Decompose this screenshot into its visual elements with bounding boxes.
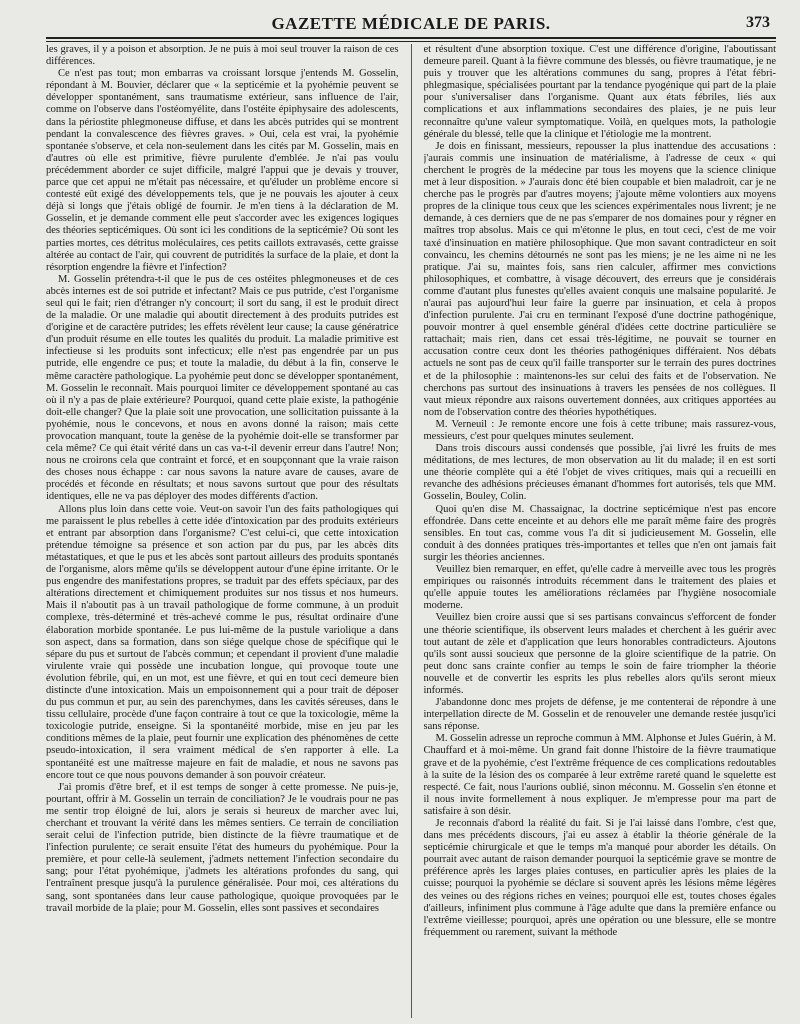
- page-header: [46, 0, 776, 34]
- right-column: [424, 44, 777, 1018]
- paragraph: Veuillez bien croire aussi que si ses partisans convaincus s'efforcent de fonder une théorie scientifique, ils observent leurs malades et cherchent à les guérir avec tout autant de zèle et d'application que leurs honorables contradicteurs. Ajoutons qu'ils sont aussi soucieux que personne de la gloire scientifique de la patrie. On peut donc sans crainte confier au temps le soin de faire triompher la théorie nouvelle et de convertir les esprits les plus rebelles alors qu'ils seront mieux informés.: [423, 612, 776, 696]
- text-columns: [46, 44, 776, 1018]
- journal-title: GAZETTE MÉDICALE DE PARIS.: [271, 14, 551, 33]
- paragraph: Je reconnais d'abord la réalité du fait. Si je l'ai laissé dans l'ombre, c'est que, dans mes précédents discours, j'ai eu assez à établir la théorie générale de la septicémie chirurgicale et que le temps m'a manqué pour aborder les détails. On pourrait avec autant de raison demander pourquoi la septicémie grave se montre de préférence après les larges plaies contuses, en particulier après les plaies de la cuisse; pourquoi la pyohémie se déclare si souvent après les lésions même légères des veines ou des régions riches en veines; pourquoi elle est, toutes choses égales d'ailleurs, infiniment plus commune à l'âge adulte que dans la première enfance ou l'extrême vieillesse; pourquoi, après une opération ou une blessure, elle se montre fréquemment ou rarement, suivant la méthode: [423, 818, 776, 938]
- paragraph: Dans trois discours aussi condensés que possible, j'ai livré les fruits de mes méditations, de mes lectures, de mon observation au lit du malade; il en est sorti une théorie complète qui a été l'objet de vives critiques, mais qui a recueilli en revanche des adhésions précieuses émanant d'hommes fort autorisés, tels que MM. Gosselin, Bouley, Colin.: [423, 443, 776, 503]
- column-divider: [411, 44, 412, 1018]
- header-rule: [46, 37, 776, 42]
- paragraph: M. Verneuil : Je remonte encore une fois à cette tribune; mais rassurez-vous, messieurs, c'est pour quelques minutes seulement.: [423, 418, 776, 442]
- paragraph: J'ai promis d'être bref, et il est temps de songer à cette promesse. Ne puis-je, pourtant, offrir à M. Gosselin un terrain de conciliation? Je le voudrais pour ne pas me sentir trop éloigné de lui, alors je serais si heureux de marcher avec lui, cherchant et trouvant la vérité dans les mêmes sentiers. Ce terrain de conciliation serait celui de l'infection putride, bien distincte de la fièvre traumatique et de l'infection purulente; ce serait ensuite l'état des humeurs du pyohémique. Pour la première, et pour celle-là seulement, j'admets nettement l'infection secondaire du sang; pour l'état pyohémique, j'admets les altérations profondes du sang, qui l'entraînent presque jusqu'à la purulence généralisée. Pour moi, ces altérations du sang, sont spontanées dans leur cause pathologique, quoique provoquées par le travail morbide de la plaie; pour M. Gosselin, elles sont passives et secondaires: [46, 781, 399, 914]
- paragraph: M. Gosselin adresse un reproche commun à MM. Alphonse et Jules Guérin, à M. Chauffard et à moi-même. Un grand fait donne l'histoire de la fièvre traumatique grave et de la pyohémie, c'est l'extrême fréquence de ces complications redoutables à la suite de la lésion des os comparée à leur extrême rareté quand le squelette est respecté. Ce fait, nous l'aurions oublié, sinon méconnu. M. Gosselin s'en étonne et il nous invite formellement à nous expliquer. Je m'empresse pour ma part de satisfaire à son désir.: [423, 733, 776, 817]
- paragraph: les graves, il y a poison et absorption. Je ne puis à moi seul trouver la raison de ces différences.: [46, 44, 399, 68]
- paragraph: Ce n'est pas tout; mon embarras va croissant lorsque j'entends M. Gosselin, répondant à M. Bouvier, déclarer que « la septicémie et la pyohémie peuvent se développer spontanément, sans traumatisme extérieur, sans influence de l'air, comme on l'observe dans l'ostéomyélite, dans l'ostéite épiphysaire des adolescents, dans la périostite phlegmoneuse diffuse, et dans les abcès putrides qui se montrent pendant la convalescence des fièvres graves. » Oui, cela est vrai, la pyohémie spontanée s'observe, et cela non-seulement dans les cités par M. Gosselin, mais en d'autres où elle est primitive, fièvre purulente d'emblée. Je n'ai pas voulu précédemment aborder ce sujet difficile, malgré l'appui que je devais y trouver, parce que cet appui ne m'était pas nécessaire, et qu'éluder un problème encore si contesté eût exigé des développements tels, que je ne pouvais les ajouter à ceux déjà si longs que j'étais obligé de fournir. Je m'en tiens à la déclaration de M. Gosselin, et je demande comment elle peut s'accorder avec les exigences logiques des théories septicémiques. Où sont ici les conditions de la septicémie? Où sont les parties mortes, ces détritus moléculaires, ces petits caillots extravasés, cette graisse altérée au contact de l'air, qui couvrent de putridités la surface de la plaie, et dont la résorption engendre la fièvre et l'infection?: [46, 68, 399, 273]
- paragraph: Quoi qu'en dise M. Chassaignac, la doctrine septicémique n'est pas encore effondrée. Dans cette enceinte et au dehors elle me paraît même faire des progrès sensibles. En tout cas, comme vous l'a dit si judicieusement M. Gosselin, elle conduit à des données pratiques très-importantes et telles que n'en ont jamais fait surgir les théories anciennes.: [423, 503, 776, 563]
- left-column: [46, 44, 399, 1018]
- paragraph: Veuillez bien remarquer, en effet, qu'elle cadre à merveille avec tous les progrès empiriques ou raisonnés introduits récemment dans le traitement des plaies et qu'elle appuie toutes les améliorations réclamées par l'hygiène nosocomiale moderne.: [423, 564, 776, 612]
- paragraph: et résultent d'une absorption toxique. C'est une différence d'origine, l'aboutissant demeure pareil. Quant à la fièvre commune des blessés, ou fièvre traumatique, je ne puis y trouver que les altérations communes du sang, propres à l'état fébri-phlegmasique, spécialisées pourtant par la tendance pyogénique qui part de la plaie pour s'universaliser dans l'organisme. Quant aux états fébriles, liés aux complications et aux inflammations secondaires des plaies, je ne puis leur reconnaître qu'une valeur symptomatique. Voilà, en quelques mots, la pathologie générale du blessé, telle que la clinique et l'étiologie me la montrent.: [423, 44, 776, 140]
- paragraph: J'abandonne donc mes projets de défense, je me contenterai de répondre à une interpellation directe de M. Gosselin et de renouveler une demande restée jusqu'ici sans réponse.: [423, 697, 776, 733]
- page-number: 373: [746, 14, 770, 31]
- paragraph: Allons plus loin dans cette voie. Veut-on savoir l'un des faits pathologiques qui me paraissent le plus rebelles à cette idée d'intoxication par des produits extérieurs et entrant par absorption dans l'organisme? C'est celui-ci, que cette intoxication prétendue témoigne sa présence et son action par du pus, par les abcès dits métastatiques, et que le pus et les abcès sont partout ailleurs des produits spontanés de l'organisme, alors même qu'ils se développent autour d'une épine irritante. Or le pus engendre des manifestations propres, se traduit par des effets spéciaux, par des altérations directement et chimiquement produites sur nos tissus et nos humeurs. Mais il n'aboutit pas à un travail pathologique de forme commune, à un produit complexe, très-déterminé et très-achevé comme le pus, résultat ordinaire d'une élaboration morbide spontanée. Le pus lui-même de la pustule variolique a dans son aspect, dans sa formation, dans son siége quelque chose de spécifique qui le sépare du pus et surtout de l'abcès commun; et cependant il provient d'une maladie virulente vraie qui possède une incubation longue, qui provoque toute une évolution fébrile, qui, en un mot, est une fièvre, et qui en tout ceci demeure bien distincte d'une intoxication. Mais un empoisonnement qui a pour trait de déposer du pus commun et pur, au sein des parenchymes, dans les cavités séreuses, dans le tissu cellulaire, procède d'une façon contraire à tout ce que la toxicologie, même la toxicologie putride, enseigne. Si la spontanéité morbide, mise en jeu par les conditions mêmes de la plaie, peut fournir une explication des phénomènes de cette pseudo-intoxication, il sera vraiment médical de s'en rapporter à elle. La spontanéité est une maîtresse majeure en fait de maladie, et nous ne savons pas encore tout ce que nous pouvons demander à son pouvoir créateur.: [46, 503, 399, 781]
- paragraph: Je dois en finissant, messieurs, repousser la plus inattendue des accusations : j'aurais commis une insinuation de matérialisme, à l'adresse de ceux « qui cherchent le progrès de la médecine par tous les moyens que la science clinique met à leur disposition. » J'aurais donc été bien coupable et bien maladroit, car je ne cherche pas le progrès par d'autres moyens; j'ajoute même volontiers aux moyens propres de la clinique tous ceux que les sciences expérimentales nous livrent; je ne demande, à ces derniers que de ne pas s'emparer de nos domaines pour y régner en maîtres trop absolus. Mais ce qui m'étonne le plus, en tout ceci, c'est de me voir taxé d'insinuation en matière philosophique. Que mon savant contradicteur en soit convaincu, les chemins détournés ne sont pas les miens; je ne les aime ni ne les pratique. J'ai su, maintes fois, sans rien calculer, affirmer mes convictions philosophiques, et combattre, à visage découvert, des erreurs que je considérais comme d'autant plus funestes qu'elles avaient conquis une malsaine popularité. Je n'aurai pas aujourd'hui leur faire la guerre par insinuation, et cela à propos d'infection purulente. J'ai cru en terminant l'exposé d'une doctrine pathogénique, pouvoir montrer à quel ensemble général d'idées cette doctrine particulière se rattachait; mais rien, dans cet essai très-légitime, ne pouvait se tourner en accusation contre ceux dont les théories pathogéniques différaient. Nos débats actuels ne sont pas de ceux qu'il faille transporter sur le terrain des pures doctrines et de la philosophie : maintenons-les sur celui des faits et de l'observation. Ne cherchons pas surtout des insinuations à travers les pensées de nos collègues. Il vaut mieux répondre aux raisons ouvertement données, aux critiques apportées au nom de l'observation contre des théories hypothétiques.: [423, 140, 776, 418]
- paragraph: M. Gosselin prétendra-t-il que le pus de ces ostéites phlegmoneuses et de ces abcès internes est de soi putride et infectant? Mais ce pus putride, c'est l'organisme seul qui le fait; rien d'étranger n'y concourt; il sort du sang, il est le produit direct de la maladie. Or une maladie qui aboutit directement à des produits putrides est d'origine et de caractère putrides; les effets révèlent leur cause; la cause génératrice d'un produit résume en elle toutes les qualités du produit. La maladie primitive est infectieuse si les produits sont infecticux; elle n'est pas engendrée par un pus putride, elle engendre ce pus; et toute la maladie, du début à la fin, conserve le même caractère pathologique. La pyohémie peut donc se développer spontanément, M. Gosselin le reconnaît. Mais pourquoi limiter ce développement spontané au cas où il n'y a pas de plaie extérieure? Pourquoi, quand cette plaie existe, la pathogénie doit-elle changer? Que la plaie soit une provocation, une sollicitation puissante à la pyohémie, nous le concevons, et nous en avons donné la raison; mais cette provocation manquant, toute la genèse de la pyohémie doit-elle se transformer par cela même? Ce qui était vérité dans un cas va-t-il devenir erreur dans l'autre! Non; nous ne croirons cela que contraint et forcé, et en soupçonnant que la vraie raison des choses nous échappe : car nous savons la nature avare de causes, avare de procédés et féconde en résultats; et nous savons surtout que pour des résultats identiques, elle ne va pas déployer des modes différents d'action.: [46, 273, 399, 503]
